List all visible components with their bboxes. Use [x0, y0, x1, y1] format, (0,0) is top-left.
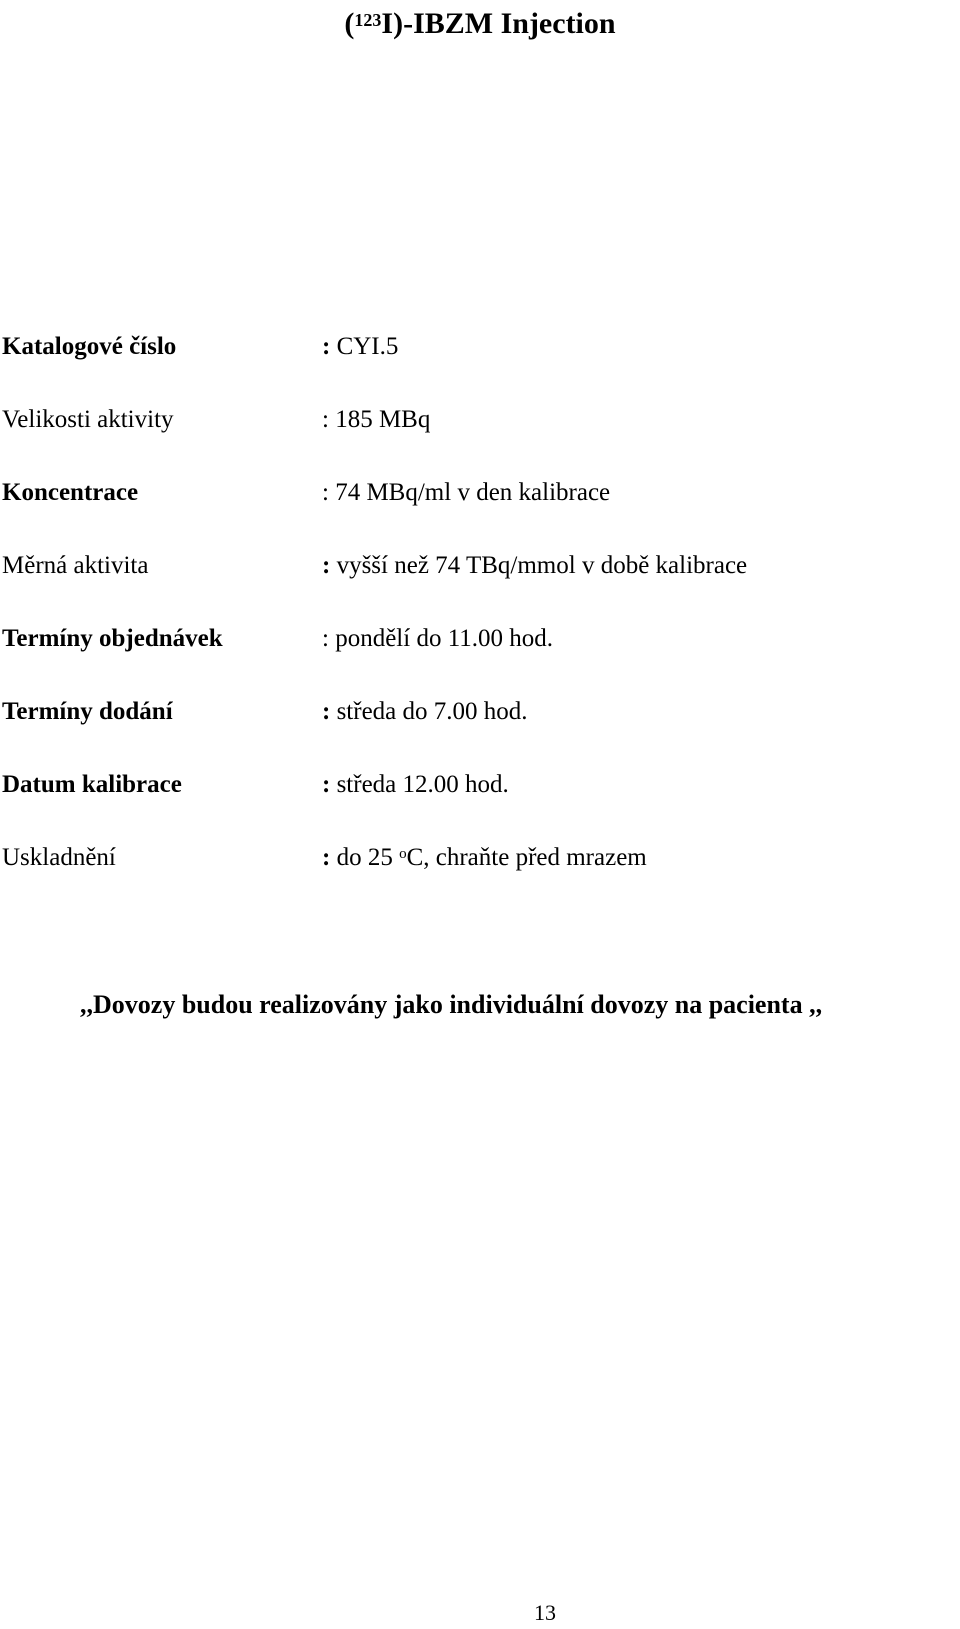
spec-colon: : — [322, 333, 331, 360]
spec-row-concentration — [0, 473, 960, 513]
spec-row-calibration-date — [0, 765, 960, 805]
spec-value-text: pondělí do 11.00 hod. — [328, 625, 554, 652]
spec-value-text: 185 MBq — [328, 406, 431, 433]
spec-row-storage — [0, 838, 960, 878]
spec-value — [322, 838, 647, 878]
page-number: 13 — [534, 1600, 556, 1625]
spec-value — [322, 692, 528, 732]
spec-value — [322, 327, 398, 367]
spec-colon: : — [322, 479, 329, 506]
spec-value — [322, 619, 553, 659]
spec-row-catalog-number — [0, 327, 960, 367]
spec-row-order-deadlines — [0, 619, 960, 659]
degree-superscript: o — [399, 846, 407, 862]
spec-value — [322, 400, 430, 440]
page-title — [0, 0, 960, 48]
spec-label: Koncentrace — [2, 479, 139, 506]
spec-label: Velikosti aktivity — [2, 406, 174, 433]
spec-value-text: 74 MBq/ml v den kalibrace — [328, 479, 611, 506]
spec-row-activity-sizes — [0, 400, 960, 440]
spec-label: Katalogové číslo — [2, 333, 177, 360]
spec-label: Termíny dodání — [2, 698, 173, 725]
spec-row-specific-activity — [0, 546, 960, 586]
title-open-paren: ( — [344, 7, 355, 40]
spec-colon: : — [322, 552, 331, 579]
spec-value-text: vyšší než 74 TBq/mmol v době kalibrace — [330, 552, 748, 579]
spec-label: Uskladnění — [2, 844, 116, 871]
spec-value — [322, 546, 747, 586]
delivery-note: ,,Dovozy budou realizovány jako individuální dovozy na pacienta ,, — [80, 990, 823, 1019]
spec-label: Termíny objednávek — [2, 625, 223, 652]
spec-label: Měrná aktivita — [2, 552, 149, 579]
spec-value — [322, 765, 509, 805]
spec-value-text: středa do 7.00 hod. — [330, 698, 528, 725]
spec-value-text: do 25 — [330, 844, 400, 871]
title-isotope-number: 123 — [354, 10, 382, 30]
spec-colon: : — [322, 625, 329, 652]
spec-colon: : — [322, 698, 331, 725]
title-text: I)-IBZM Injection — [381, 7, 616, 40]
spec-label: Datum kalibrace — [2, 771, 182, 798]
spec-colon: : — [322, 844, 331, 871]
spec-value-text: C, chraňte před mrazem — [406, 844, 647, 871]
spec-colon: : — [322, 406, 329, 433]
spec-value-text: CYI.5 — [330, 333, 399, 360]
spec-colon: : — [322, 771, 331, 798]
spec-value — [322, 473, 610, 513]
spec-value-text: středa 12.00 hod. — [330, 771, 509, 798]
spec-row-delivery-dates — [0, 692, 960, 732]
